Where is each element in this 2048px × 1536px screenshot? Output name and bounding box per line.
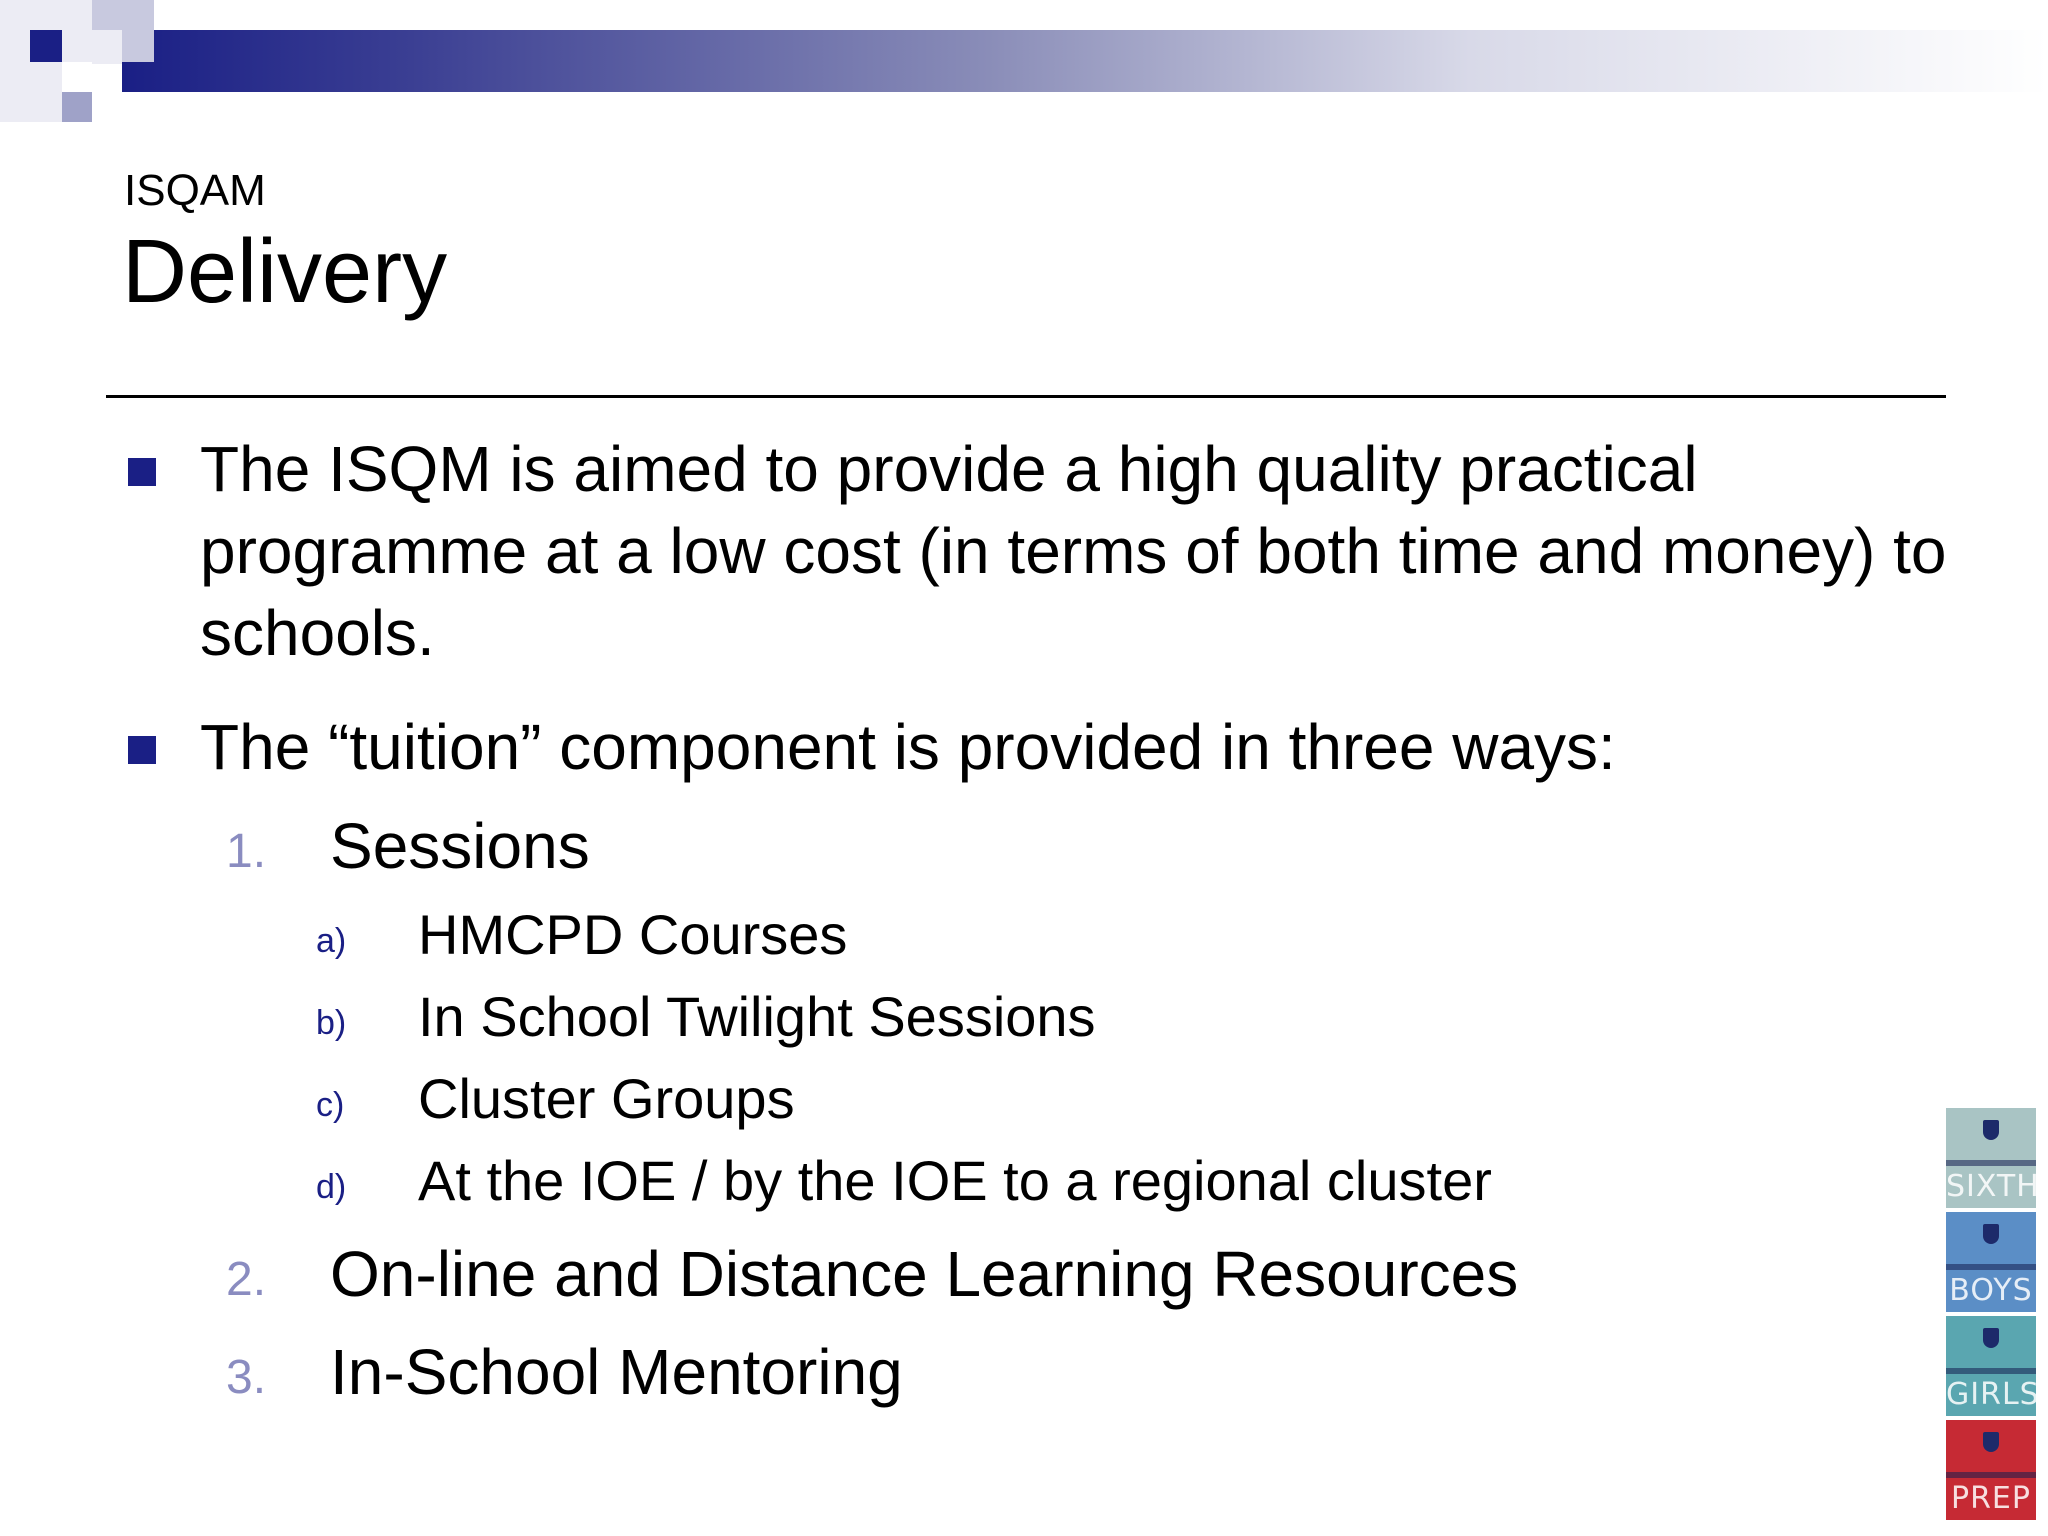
bullet-item: The “tuition” component is provided in three ways: [200,711,1616,783]
bullet-square-icon [128,458,156,486]
logo-word: SIXTH [1946,1169,2040,1204]
logo-word: PREP [1951,1481,2031,1516]
sub-list-item: HMCPD Courses [418,903,848,966]
sub-list-item: In School Twilight Sessions [418,985,1096,1048]
sub-list-item: Cluster Groups [418,1067,795,1130]
logo-word: BOYS [1949,1273,2033,1308]
sub-list-letter: d) [316,1168,347,1206]
crest-icon [1983,1328,1999,1348]
bullet-item: The ISQM is aimed to provide a high quality practical programme at a low cost (in terms of both time and money) to schools. [200,433,1947,669]
header-gradient-bar [122,30,2048,92]
title-divider [106,395,1946,398]
logo-band [1946,1264,2036,1270]
school-logo-prep [1946,1420,2036,1520]
list-number: 3. [226,1351,267,1404]
bullet-square-icon [128,736,156,764]
slide-title: Delivery [122,222,448,322]
sub-list-item: At the IOE / by the IOE to a regional cluster [418,1149,1492,1212]
crest-icon [1983,1224,1999,1244]
list-number: 1. [226,825,267,878]
header-square-decoration [122,30,154,62]
crest-icon [1983,1120,1999,1140]
logo-band [1946,1160,2036,1166]
logo-band [1946,1368,2036,1374]
slide-subtitle: ISQAM [124,166,266,215]
list-item: In-School Mentoring [330,1336,903,1408]
school-logo-girls [1946,1316,2040,1416]
header-square-decoration [62,62,92,92]
school-logo-boys [1946,1212,2036,1312]
header-square-decoration [30,30,62,62]
list-number: 2. [226,1253,267,1306]
list-item: On-line and Distance Learning Resources [330,1238,1519,1310]
logo-band [1946,1472,2036,1478]
header-square-decoration [92,0,154,30]
sub-list-letter: a) [316,922,347,960]
header-square-decoration [62,92,92,122]
school-logo-sixth [1946,1108,2040,1208]
sub-list-letter: c) [316,1086,345,1124]
logo-word: GIRLS [1946,1377,2040,1412]
list-item: Sessions [330,810,590,882]
crest-icon [1983,1432,1999,1452]
sub-list-letter: b) [316,1004,347,1042]
